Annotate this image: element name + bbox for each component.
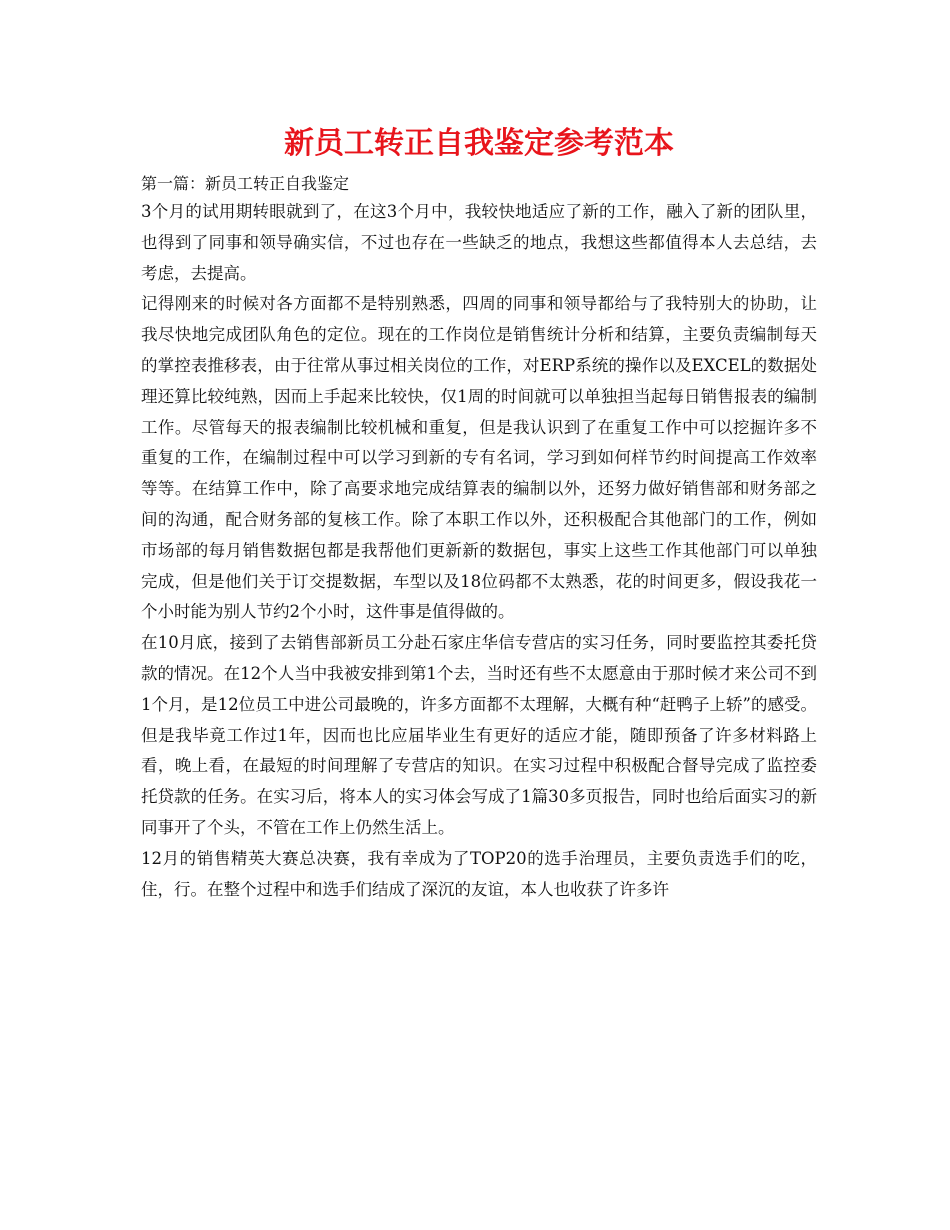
paragraph-4: 12月的销售精英大赛总决赛，我有幸成为了TOP20的选手治理员，主要负责选手们的吃，住，行。在整个过程中和选手们结成了深沉的友谊，本人也收获了许多许 (141, 848, 817, 899)
paragraph-2: 记得刚来的时候对各方面都不是特别熟悉，四周的同事和领导都给与了我特别大的协助，让我尽快地完成团队角色的定位。现在的工作岗位是销售统计分析和结算，主要负责编制每天的掌控表推移表，由于往常从事过相关岗位的工作，对ERP系统的操作以及EXCEL的数据处理还算比较纯熟，因而上手起来比较快，仅1周的时间就可以单独担当起每日销售报表的编制工作。尽管每天的报表编制比较机械和重复，但是我认识到了在重复工作中可以挖掘许多不重复的工作，在编制过程中可以学习到新的专有名词，学习到如何样节约时间提高工作效率等等。在结算工作中，除了高要求地完成结算表的编制以外，还努力做好销售部和财务部之间的沟通，配合财务部的复核工作。除了本职工作以外，还积极配合其他部门的工作，例如市场部的每月销售数据包都是我帮他们更新新的数据包，事实上这些工作其他部门可以单独完成，但是他们关于订交提数据，车型以及18位码都不太熟悉，花的时间更多，假设我花一个小时能为别人节约2个小时，这件事是值得做的。 (141, 294, 817, 622)
section-heading: 第一篇：新员工转正自我鉴定 (141, 174, 350, 193)
document-title: 新员工转正自我鉴定参考范本 (284, 126, 674, 161)
paragraph-1: 3个月的试用期转眼就到了，在这3个月中，我较快地适应了新的工作，融入了新的团队里，也得到了同事和领导确实信，不过也存在一些缺乏的地点，我想这些都值得本人去总结，去考虑，去提高。 (141, 202, 817, 283)
paragraph-3: 在10月底，接到了去销售部新员工分赴石家庄华信专营店的实习任务，同时要监控其委托贷款的情况。在12个人当中我被安排到第1个去，当时还有些不太愿意由于那时候才来公司不到1个月，是12位员工中进公司最晚的，许多方面都不太理解，大概有种“赶鸭子上轿”的感受。但是我毕竟工作过1年，因而也比应届毕业生有更好的适应才能，随即预备了许多材料路上看，晚上看，在最短的时间理解了专营店的知识。在实习过程中积极配合督导完成了监控委托贷款的任务。在实习后，将本人的实习体会写成了1篇30多页报告，同时也给后面实习的新同事开了个头，不管在工作上仍然生活上。 (141, 633, 817, 837)
